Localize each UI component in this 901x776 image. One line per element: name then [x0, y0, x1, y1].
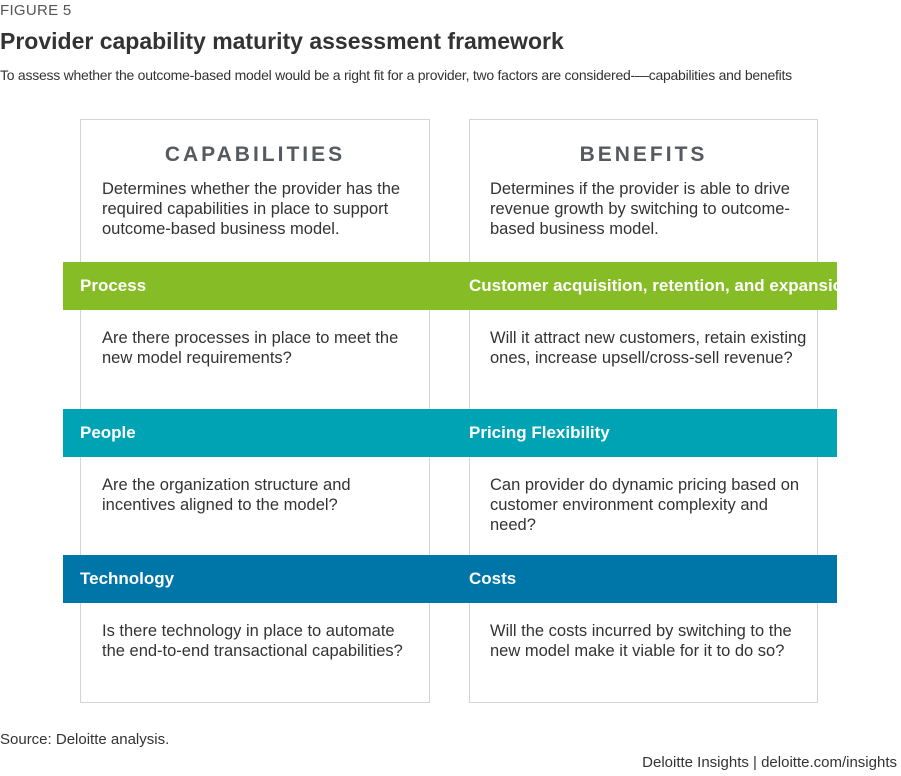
figure-label: FIGURE 5 [0, 2, 72, 19]
subtitle: To assess whether the outcome-based model would be a right fit for a provider, two factors are considered-—capabilities and benefits [0, 67, 792, 83]
pricing-flexibility-question: Can provider do dynamic pricing based on customer environment complexity and need? [490, 476, 800, 534]
benefits-heading: BENEFITS [579, 143, 708, 166]
band-label-process: Process [80, 276, 147, 295]
band-label-technology: Technology [80, 569, 175, 588]
band-label-pricing-flexibility: Pricing Flexibility [469, 423, 610, 442]
band-label-customer-acquisition: Customer acquisition, retention, and expansion [469, 276, 854, 295]
process-question: Are there processes in place to meet the new model requirements? [102, 329, 399, 367]
credit-line: Deloitte Insights | deloitte.com/insights [642, 754, 897, 771]
source-note: Source: Deloitte analysis. [0, 731, 170, 748]
band-process [63, 262, 854, 310]
band-people [63, 409, 837, 457]
band-technology [63, 555, 837, 603]
capabilities-description: Determines whether the provider has the required capabilities in place to support outcome-based business model. [102, 180, 401, 238]
capabilities-heading: CAPABILITIES [164, 143, 346, 166]
page-title: Provider capability maturity assessment framework [0, 28, 564, 54]
costs-question: Will the costs incurred by switching to the new model make it viable for it to do so? [490, 622, 792, 660]
benefits-description: Determines if the provider is able to drive revenue growth by switching to outcome-based business model. [490, 180, 790, 238]
band-label-costs: Costs [469, 569, 517, 588]
customer-acquisition-question: Will it attract new customers, retain existing ones, increase upsell/cross-sell revenue? [490, 329, 807, 367]
people-question: Are the organization structure and incentives aligned to the model? [102, 476, 351, 514]
band-label-people: People [80, 423, 136, 442]
technology-question: Is there technology in place to automate the end-to-end transactional capabilities? [102, 622, 403, 660]
